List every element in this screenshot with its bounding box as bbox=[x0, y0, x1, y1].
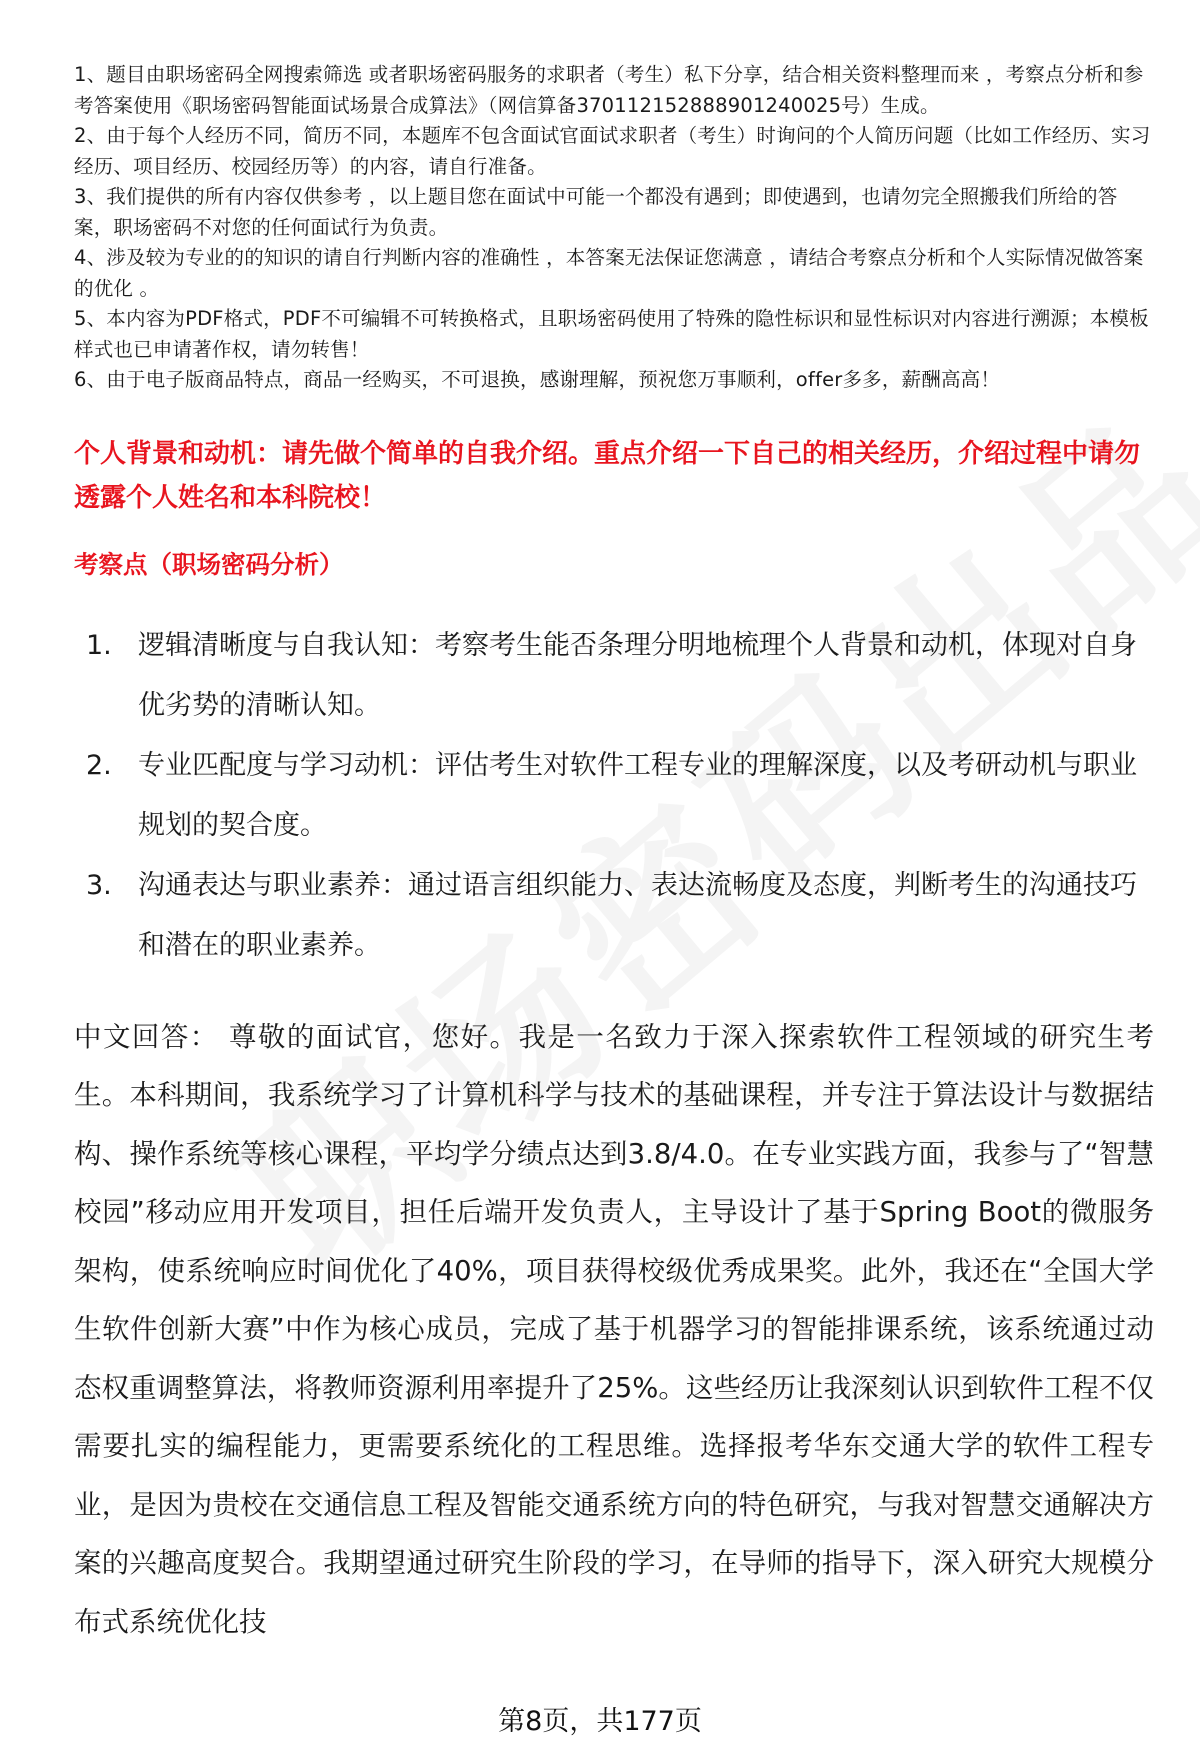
notice-item: 6、由于电子版商品特点，商品一经购买，不可退换，感谢理解，预祝您万事顺利，offer多多，薪酬高高！ bbox=[74, 368, 1001, 391]
list-text: 专业匹配度与学习动机：评估考生对软件工程专业的理解深度，以及考研动机与职业规划的契合度。 bbox=[138, 749, 1137, 841]
answer-paragraph: 中文回答： 尊敬的面试官，您好。我是一名致力于深入探索软件工程领域的研究生考生。本科期间，我系统学习了计算机科学与技术的基础课程，并专注于算法设计与数据结构、操作系统等核心课程，平均学分绩点达到3.8/4.0。在专业实践方面，我参与了“智慧校园”移动应用开发项目，担任后端开发负责人，主导设计了基于Spring Boot的微服务架构，使系统响应时间优化了40%，项目获得校级优秀成果奖。此外，我还在“全国大学生软件创新大赛”中作为核心成员，完成了基于机器学习的智能排课系统，该系统通过动态权重调整算法，将教师资源利用率提升了25%。这些经历让我深刻认识到软件工程不仅需要扎实的编程能力，更需要系统化的工程思维。选择报考华东交通大学的软件工程专业，是因为贵校在交通信息工程及智能交通系统方向的特色研究，与我对智慧交通解决方案的兴趣高度契合。我期望通过研究生阶段的学习，在导师的指导下，深入研究大规模分布式系统优化技 bbox=[74, 1020, 1154, 1638]
notice-item: 3、我们提供的所有内容仅供参考 ，以上题目您在面试中可能一个都没有遇到；即使遇到，也请勿完全照搬我们所给的答案，职场密码不对您的任何面试行为负责。 bbox=[74, 185, 1118, 239]
list-item bbox=[74, 616, 1154, 736]
list-item bbox=[74, 736, 1154, 856]
list-number: 2. bbox=[86, 749, 112, 781]
document-page bbox=[74, 60, 1154, 1651]
notice-item: 4、涉及较为专业的的知识的请自行判断内容的准确性 ，本答案无法保证您满意 ，请结合考察点分析和个人实际情况做答案的优化 。 bbox=[74, 246, 1144, 300]
interview-question: 个人背景和动机：请先做个简单的自我介绍。重点介绍一下自己的相关经历，介绍过程中请勿透露个人姓名和本科院校！ bbox=[74, 438, 1141, 513]
page-number: 第8页，共177页 bbox=[498, 1706, 702, 1737]
list-number: 1. bbox=[86, 629, 112, 661]
list-number: 3. bbox=[86, 869, 112, 901]
disclaimer-notice bbox=[74, 60, 1154, 396]
section-title: 考察点（职场密码分析） bbox=[74, 549, 344, 579]
notice-item: 5、本内容为PDF格式，PDF不可编辑不可转换格式，且职场密码使用了特殊的隐性标识和显性标识对内容进行溯源；本模板样式也已申请著作权，请勿转售！ bbox=[74, 307, 1149, 361]
list-item bbox=[74, 856, 1154, 976]
list-text: 逻辑清晰度与自我认知：考察考生能否条理分明地梳理个人背景和动机，体现对自身优劣势的清晰认知。 bbox=[138, 629, 1137, 721]
list-text: 沟通表达与职业素养：通过语言组织能力、表达流畅度及态度，判断考生的沟通技巧和潜在的职业素养。 bbox=[138, 869, 1137, 961]
notice-item: 1、题目由职场密码全网搜索筛选 或者职场密码服务的求职者（考生）私下分享，结合相关资料整理而来 ，考察点分析和参考答案使用《职场密码智能面试场景合成算法》（网信算备370112152888901240025号）生成。 bbox=[74, 63, 1144, 117]
notice-item: 2、由于每个人经历不同，简历不同，本题库不包含面试官面试求职者（考生）时询问的个人简历问题（比如工作经历、实习经历、项目经历、校园经历等）的内容，请自行准备。 bbox=[74, 124, 1151, 178]
assessment-points bbox=[74, 616, 1154, 976]
